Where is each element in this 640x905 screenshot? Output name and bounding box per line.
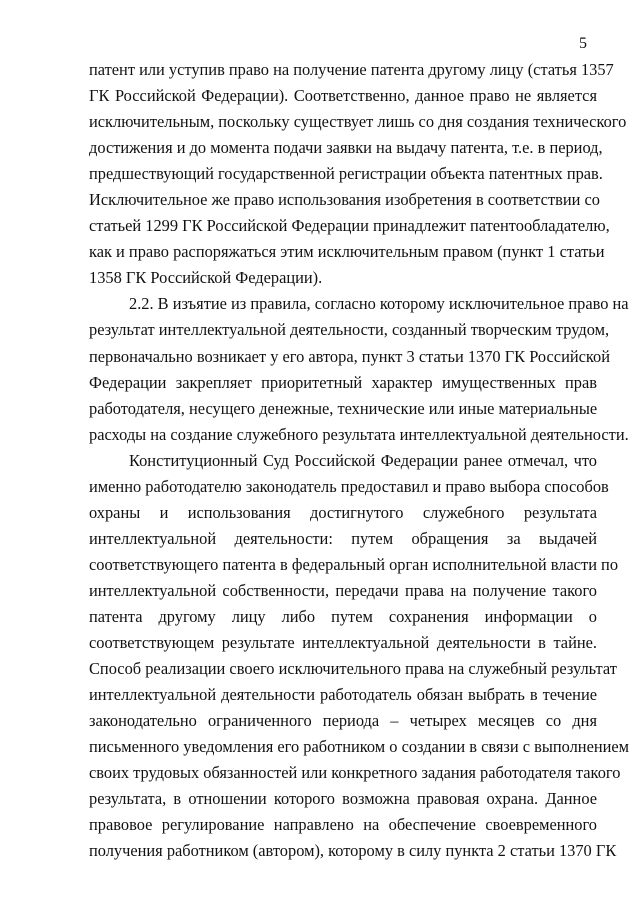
text-line: именно работодателю законодатель предоставил и право выбора способов bbox=[89, 476, 609, 496]
text-line: Федерации закрепляет приоритетный характер имущественных прав bbox=[89, 372, 597, 392]
text-line: интеллектуальной деятельности работодатель обязан выбрать в течение bbox=[89, 685, 597, 705]
text-line: предшествующий государственной регистрации объекта патентных прав. bbox=[89, 164, 603, 184]
text-line: патента другому лицу либо путем сохранения информации о bbox=[89, 606, 597, 626]
text-line: получения работником (автором), которому в силу пункта 2 статьи 1370 ГК bbox=[89, 841, 617, 861]
text-line: исключительным, поскольку существует лишь со дня создания технического bbox=[89, 112, 627, 132]
text-line: патент или уступив право на получение патента другому лицу (статья 1357 bbox=[89, 60, 614, 79]
text-line: 2.2. В изъятие из правила, согласно которому исключительное право на bbox=[129, 294, 629, 314]
text-line: 1358 ГК Российской Федерации). bbox=[89, 268, 323, 288]
document-body bbox=[89, 57, 630, 864]
text-line: ГК Российской Федерации). Соответственно, данное право не является bbox=[89, 86, 597, 106]
text-line: соответствующего патента в федеральный орган исполнительной власти по bbox=[89, 554, 619, 574]
paragraph bbox=[89, 291, 629, 447]
page-number: 5 bbox=[579, 35, 587, 52]
text-line: соответствующем результате интеллектуальной деятельности в тайне. bbox=[89, 633, 597, 653]
paragraph bbox=[89, 448, 630, 865]
text-line: работодателя, несущего денежные, технические или иные материальные bbox=[89, 398, 598, 418]
text-line: интеллектуальной собственности, передачи права на получение такого bbox=[89, 580, 597, 600]
text-line: расходы на создание служебного результата интеллектуальной деятельности. bbox=[89, 424, 629, 444]
text-line: Исключительное же право использования изобретения в соответствии со bbox=[89, 190, 600, 210]
text-line: первоначально возникает у его автора, пункт 3 статьи 1370 ГК Российской bbox=[89, 346, 610, 366]
text-line: своих трудовых обязанностей или конкретного задания работодателя такого bbox=[89, 763, 621, 783]
text-line: правовое регулирование направлено на обеспечение своевременного bbox=[89, 815, 597, 835]
text-line: охраны и использования достигнутого служебного результата bbox=[89, 502, 597, 522]
text-line: результат интеллектуальной деятельности, созданный творческим трудом, bbox=[89, 320, 610, 340]
text-line: Способ реализации своего исключительного права на служебный результат bbox=[89, 659, 617, 679]
text-line: результата, в отношении которого возможна правовая охрана. Данное bbox=[89, 789, 597, 809]
text-line: Конституционный Суд Российской Федерации ранее отмечал, что bbox=[129, 450, 597, 470]
text-line: как и право распоряжаться этим исключительным правом (пункт 1 статьи bbox=[89, 242, 605, 262]
text-line: статьей 1299 ГК Российской Федерации принадлежит патентообладателю, bbox=[89, 216, 610, 236]
text-line: законодательно ограниченного периода – четырех месяцев со дня bbox=[89, 711, 597, 731]
text-line: интеллектуальной деятельности: путем обращения за выдачей bbox=[89, 528, 597, 548]
text-line: письменного уведомления его работником о создании в связи с выполнением bbox=[89, 737, 630, 757]
paragraph bbox=[89, 57, 627, 291]
text-line: достижения и до момента подачи заявки на выдачу патента, т.е. в период, bbox=[89, 138, 603, 158]
